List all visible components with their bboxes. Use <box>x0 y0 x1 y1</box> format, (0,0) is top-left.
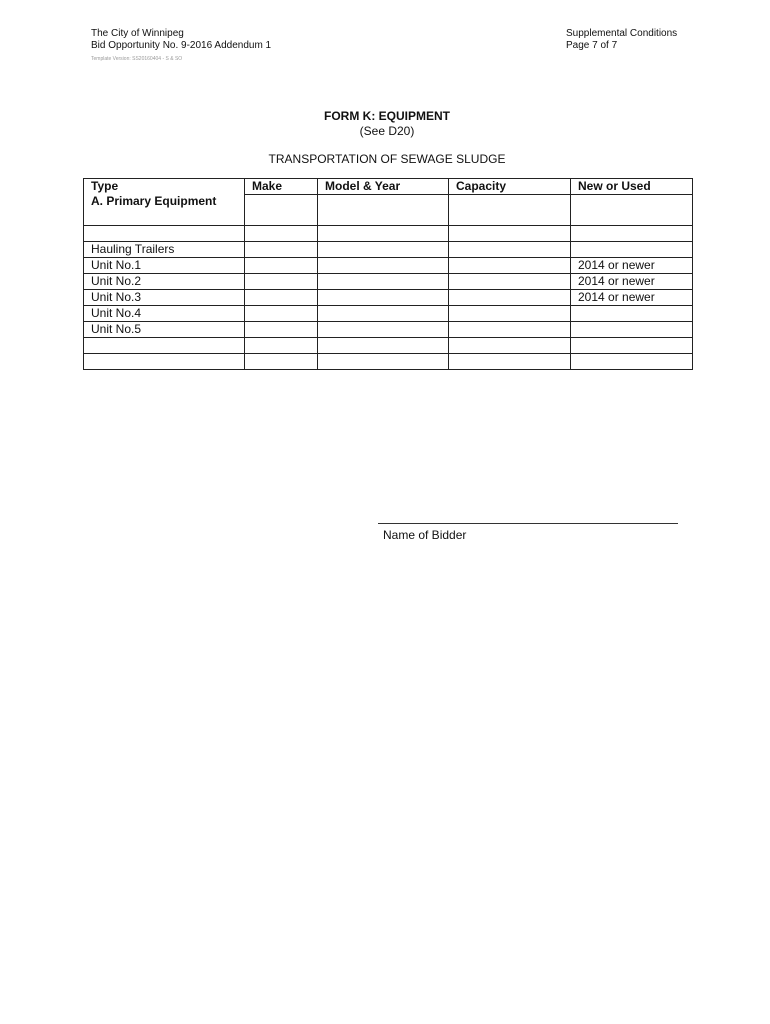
make-cell[interactable] <box>245 322 318 338</box>
type-cell: Unit No.5 <box>84 322 245 338</box>
make-cell[interactable] <box>245 306 318 322</box>
model-year-cell[interactable] <box>318 354 449 370</box>
header-left <box>91 28 271 52</box>
model-year-cell[interactable] <box>318 290 449 306</box>
capacity-cell[interactable] <box>449 195 571 226</box>
make-cell[interactable] <box>245 338 318 354</box>
section-label-primary-equipment: A. Primary Equipment <box>91 194 217 208</box>
capacity-cell[interactable] <box>449 354 571 370</box>
make-cell[interactable] <box>245 354 318 370</box>
new-or-used-cell[interactable] <box>571 322 693 338</box>
make-cell[interactable] <box>245 242 318 258</box>
form-heading: TRANSPORTATION OF SEWAGE SLUDGE <box>268 152 506 166</box>
new-or-used-cell[interactable] <box>571 338 693 354</box>
make-cell[interactable] <box>245 290 318 306</box>
column-header-capacity: Capacity <box>449 179 571 195</box>
capacity-cell[interactable] <box>449 226 571 242</box>
type-cell: Unit No.4 <box>84 306 245 322</box>
model-year-cell[interactable] <box>318 274 449 290</box>
capacity-cell[interactable] <box>449 242 571 258</box>
type-cell: Unit No.3 <box>84 290 245 306</box>
capacity-cell[interactable] <box>449 306 571 322</box>
type-cell <box>84 226 245 242</box>
new-or-used-cell[interactable] <box>571 354 693 370</box>
header-section: Supplemental Conditions <box>566 28 678 39</box>
form-subtitle: (See D20) <box>359 124 415 138</box>
capacity-cell[interactable] <box>449 274 571 290</box>
table-row <box>84 322 693 338</box>
header-bid-opportunity: Bid Opportunity No. 9-2016 Addendum 1 <box>91 40 272 51</box>
model-year-cell[interactable] <box>318 306 449 322</box>
table-row <box>84 306 693 322</box>
column-header-model-year: Model & Year <box>318 179 449 195</box>
model-year-cell[interactable] <box>318 338 449 354</box>
type-cell <box>84 354 245 370</box>
bidder-name-label: Name of Bidder <box>383 528 467 542</box>
model-year-cell[interactable] <box>318 226 449 242</box>
template-version: Template Version: SS20160404 - S & SO <box>91 56 183 62</box>
table-row <box>84 242 693 258</box>
make-cell[interactable] <box>245 226 318 242</box>
capacity-cell[interactable] <box>449 338 571 354</box>
new-or-used-cell[interactable] <box>571 242 693 258</box>
make-cell[interactable] <box>245 195 318 226</box>
type-cell: Unit No.2 <box>84 274 245 290</box>
type-cell: Hauling Trailers <box>84 242 245 258</box>
header-city: The City of Winnipeg <box>91 28 184 39</box>
column-header-make: Make <box>245 179 318 195</box>
table-row <box>84 226 693 242</box>
model-year-cell[interactable] <box>318 242 449 258</box>
new-or-used-cell[interactable]: 2014 or newer <box>571 290 693 306</box>
new-or-used-cell[interactable] <box>571 195 693 226</box>
column-header-new-or-used: New or Used <box>571 179 693 195</box>
new-or-used-cell[interactable]: 2014 or newer <box>571 258 693 274</box>
capacity-cell[interactable] <box>449 258 571 274</box>
table-row <box>84 338 693 354</box>
capacity-cell[interactable] <box>449 322 571 338</box>
model-year-cell[interactable] <box>318 322 449 338</box>
type-cell <box>84 338 245 354</box>
form-title: FORM K: EQUIPMENT <box>324 109 450 123</box>
table-row <box>84 258 693 274</box>
header-page-number: Page 7 of 7 <box>566 40 618 51</box>
new-or-used-cell[interactable]: 2014 or newer <box>571 274 693 290</box>
type-cell: Unit No.1 <box>84 258 245 274</box>
make-cell[interactable] <box>245 274 318 290</box>
column-header-type: Type A. Primary Equipment <box>84 179 245 226</box>
table-header-row <box>84 179 693 195</box>
capacity-cell[interactable] <box>449 290 571 306</box>
table-row <box>84 274 693 290</box>
table-row <box>84 290 693 306</box>
new-or-used-cell[interactable] <box>571 306 693 322</box>
model-year-cell[interactable] <box>318 258 449 274</box>
header-right <box>566 28 677 52</box>
model-year-cell[interactable] <box>318 195 449 226</box>
bidder-name-signature-line[interactable] <box>378 523 678 524</box>
new-or-used-cell[interactable] <box>571 226 693 242</box>
equipment-table <box>83 178 693 370</box>
make-cell[interactable] <box>245 258 318 274</box>
table-row <box>84 354 693 370</box>
